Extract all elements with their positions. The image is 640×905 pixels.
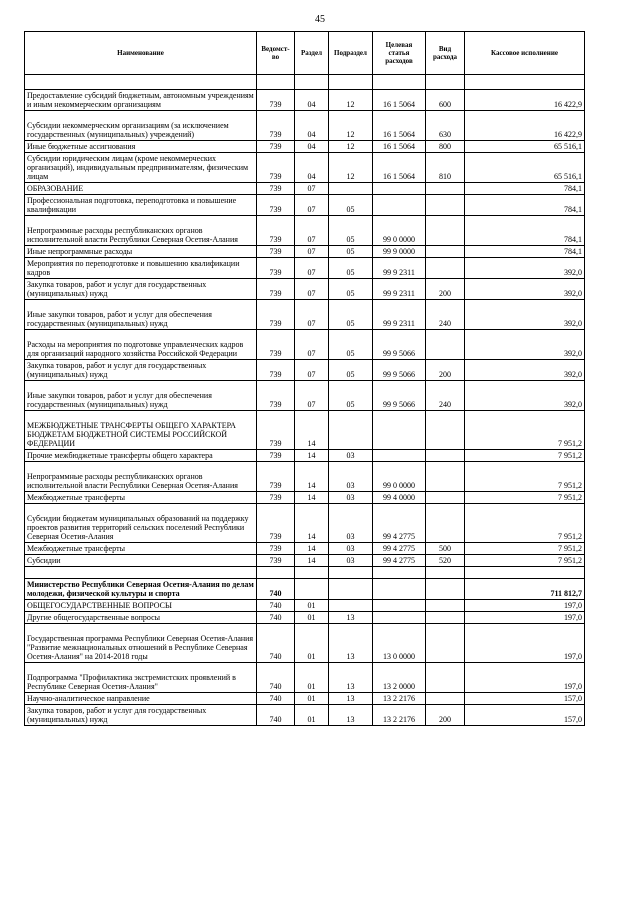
table-row bbox=[25, 381, 585, 411]
row-subsection: 05 bbox=[329, 246, 373, 258]
row-department: 740 bbox=[257, 624, 295, 663]
row-amount: 16 422,9 bbox=[465, 90, 585, 111]
row-name: Научно-аналитическое направление bbox=[25, 693, 257, 705]
table-row bbox=[25, 216, 585, 246]
row-expense-type bbox=[426, 492, 465, 504]
row-name: Иные непрограммные расходы bbox=[25, 246, 257, 258]
row-expense-type bbox=[426, 504, 465, 543]
row-target-item bbox=[373, 600, 426, 612]
table-row bbox=[25, 567, 585, 579]
table-row bbox=[25, 504, 585, 543]
row-department: 739 bbox=[257, 300, 295, 330]
gap-cell bbox=[295, 75, 329, 90]
table-row bbox=[25, 543, 585, 555]
row-name: Государственная программа Республики Северная Осетия-Алания "Развитие межнациональных отношений в Республике Северная Осетия-Алания" на 2014-2018 годы bbox=[25, 624, 257, 663]
row-target-item: 16 1 5064 bbox=[373, 111, 426, 141]
table-row bbox=[25, 195, 585, 216]
row-department: 739 bbox=[257, 543, 295, 555]
row-target-item: 99 9 5066 bbox=[373, 381, 426, 411]
row-amount: 784,1 bbox=[465, 246, 585, 258]
table-row bbox=[25, 462, 585, 492]
row-name: Закупка товаров, работ и услуг для государственных (муниципальных) нужд bbox=[25, 705, 257, 726]
row-amount: 784,1 bbox=[465, 216, 585, 246]
row-department: 739 bbox=[257, 381, 295, 411]
row-subsection: 12 bbox=[329, 111, 373, 141]
header-section: Раздел bbox=[295, 32, 329, 75]
row-department: 740 bbox=[257, 705, 295, 726]
table-row bbox=[25, 111, 585, 141]
row-target-item: 99 4 0000 bbox=[373, 492, 426, 504]
header-name: Наименование bbox=[25, 32, 257, 75]
row-target-item: 99 4 2775 bbox=[373, 504, 426, 543]
table-row bbox=[25, 360, 585, 381]
row-name: Межбюджетные трансферты bbox=[25, 492, 257, 504]
gap-cell bbox=[465, 75, 585, 90]
row-department: 739 bbox=[257, 450, 295, 462]
row-section: 04 bbox=[295, 111, 329, 141]
row-subsection: 03 bbox=[329, 555, 373, 567]
row-subsection: 13 bbox=[329, 663, 373, 693]
page-number: 45 bbox=[315, 14, 325, 25]
row-department: 740 bbox=[257, 600, 295, 612]
row-subsection: 05 bbox=[329, 330, 373, 360]
gap-cell bbox=[373, 75, 426, 90]
table-row bbox=[25, 411, 585, 450]
row-target-item bbox=[373, 195, 426, 216]
row-target-item: 13 2 2176 bbox=[373, 705, 426, 726]
row-amount: 784,1 bbox=[465, 195, 585, 216]
budget-execution-table bbox=[24, 31, 585, 726]
row-subsection: 12 bbox=[329, 153, 373, 183]
row-name: Подпрограмма "Профилактика экстремистских проявлений в Республике Северная Осетия-Алания" bbox=[25, 663, 257, 693]
row-expense-type bbox=[426, 624, 465, 663]
row-subsection bbox=[329, 600, 373, 612]
row-subsection: 13 bbox=[329, 705, 373, 726]
row-section: 07 bbox=[295, 360, 329, 381]
table-row bbox=[25, 300, 585, 330]
row-target-item: 16 1 5064 bbox=[373, 141, 426, 153]
table-row bbox=[25, 153, 585, 183]
row-subsection: 05 bbox=[329, 300, 373, 330]
row-name: Субсидии юридическим лицам (кроме некоммерческих организаций), индивидуальным предпринимателям, физическим лицам bbox=[25, 153, 257, 183]
row-department: 739 bbox=[257, 90, 295, 111]
row-amount: 711 812,7 bbox=[465, 579, 585, 600]
row-expense-type bbox=[426, 450, 465, 462]
row-amount: 7 951,2 bbox=[465, 504, 585, 543]
row-subsection: 03 bbox=[329, 450, 373, 462]
row-subsection: 03 bbox=[329, 462, 373, 492]
row-department: 739 bbox=[257, 492, 295, 504]
row-department: 739 bbox=[257, 153, 295, 183]
row-expense-type bbox=[426, 612, 465, 624]
row-section: 14 bbox=[295, 450, 329, 462]
row-department: 740 bbox=[257, 579, 295, 600]
row-department: 739 bbox=[257, 330, 295, 360]
header-department: Ведомст-во bbox=[257, 32, 295, 75]
header-cash-execution: Кассовое исполнение bbox=[465, 32, 585, 75]
row-amount: 197,0 bbox=[465, 600, 585, 612]
row-amount bbox=[465, 567, 585, 579]
row-section: 07 bbox=[295, 330, 329, 360]
row-section: 01 bbox=[295, 705, 329, 726]
row-target-item: 13 2 0000 bbox=[373, 663, 426, 693]
row-expense-type: 200 bbox=[426, 705, 465, 726]
gap-cell bbox=[329, 75, 373, 90]
header-gap-row bbox=[25, 75, 585, 90]
row-section: 07 bbox=[295, 258, 329, 279]
row-target-item: 99 9 5066 bbox=[373, 360, 426, 381]
row-amount: 392,0 bbox=[465, 330, 585, 360]
row-target-item bbox=[373, 411, 426, 450]
row-expense-type bbox=[426, 600, 465, 612]
row-name: Расходы на мероприятия по подготовке управленческих кадров для организаций народного хозяйства Российской Федерации bbox=[25, 330, 257, 360]
row-department: 739 bbox=[257, 555, 295, 567]
row-expense-type: 520 bbox=[426, 555, 465, 567]
row-expense-type bbox=[426, 567, 465, 579]
row-section: 07 bbox=[295, 381, 329, 411]
table-row bbox=[25, 330, 585, 360]
row-subsection: 05 bbox=[329, 216, 373, 246]
table-body bbox=[25, 90, 585, 726]
row-amount: 197,0 bbox=[465, 663, 585, 693]
row-section: 01 bbox=[295, 693, 329, 705]
table-row bbox=[25, 141, 585, 153]
table-row bbox=[25, 612, 585, 624]
row-expense-type: 240 bbox=[426, 381, 465, 411]
row-expense-type bbox=[426, 462, 465, 492]
row-amount: 784,1 bbox=[465, 183, 585, 195]
table-row bbox=[25, 555, 585, 567]
row-target-item bbox=[373, 579, 426, 600]
row-target-item bbox=[373, 450, 426, 462]
row-department: 739 bbox=[257, 411, 295, 450]
row-section bbox=[295, 579, 329, 600]
row-expense-type bbox=[426, 411, 465, 450]
row-section: 04 bbox=[295, 153, 329, 183]
row-name: Иные закупки товаров, работ и услуг для обеспечения государственных (муниципальных) нужд bbox=[25, 381, 257, 411]
row-section: 07 bbox=[295, 246, 329, 258]
row-section: 07 bbox=[295, 300, 329, 330]
row-section: 14 bbox=[295, 555, 329, 567]
row-subsection: 03 bbox=[329, 543, 373, 555]
gap-cell bbox=[426, 75, 465, 90]
row-target-item: 13 0 0000 bbox=[373, 624, 426, 663]
row-expense-type: 240 bbox=[426, 300, 465, 330]
row-expense-type bbox=[426, 579, 465, 600]
row-expense-type: 630 bbox=[426, 111, 465, 141]
row-subsection: 12 bbox=[329, 90, 373, 111]
row-target-item: 99 4 2775 bbox=[373, 555, 426, 567]
row-target-item: 99 9 2311 bbox=[373, 279, 426, 300]
row-name: Прочие межбюджетные трансферты общего характера bbox=[25, 450, 257, 462]
row-expense-type bbox=[426, 216, 465, 246]
table-row bbox=[25, 183, 585, 195]
row-subsection: 05 bbox=[329, 258, 373, 279]
row-amount: 157,0 bbox=[465, 705, 585, 726]
row-name: Межбюджетные трансферты bbox=[25, 543, 257, 555]
table-row bbox=[25, 279, 585, 300]
row-department bbox=[257, 567, 295, 579]
row-expense-type bbox=[426, 663, 465, 693]
row-amount: 7 951,2 bbox=[465, 462, 585, 492]
table-row bbox=[25, 579, 585, 600]
table-row bbox=[25, 90, 585, 111]
row-department: 739 bbox=[257, 279, 295, 300]
row-subsection: 03 bbox=[329, 492, 373, 504]
table-header-row bbox=[25, 32, 585, 75]
row-subsection: 05 bbox=[329, 360, 373, 381]
row-name: Иные бюджетные ассигнования bbox=[25, 141, 257, 153]
row-amount: 65 516,1 bbox=[465, 153, 585, 183]
row-amount: 7 951,2 bbox=[465, 411, 585, 450]
row-expense-type bbox=[426, 693, 465, 705]
row-amount: 65 516,1 bbox=[465, 141, 585, 153]
row-section: 01 bbox=[295, 600, 329, 612]
row-section: 07 bbox=[295, 216, 329, 246]
row-section: 14 bbox=[295, 504, 329, 543]
row-amount: 392,0 bbox=[465, 360, 585, 381]
row-subsection bbox=[329, 183, 373, 195]
row-department: 739 bbox=[257, 216, 295, 246]
row-department: 739 bbox=[257, 360, 295, 381]
table-row bbox=[25, 624, 585, 663]
table-row bbox=[25, 492, 585, 504]
row-name: Другие общегосударственные вопросы bbox=[25, 612, 257, 624]
row-name: Министерство Республики Северная Осетия-Алания по делам молодежи, физической культуры и спорта bbox=[25, 579, 257, 600]
row-amount: 7 951,2 bbox=[465, 492, 585, 504]
row-target-item: 16 1 5064 bbox=[373, 90, 426, 111]
table-row bbox=[25, 258, 585, 279]
row-expense-type bbox=[426, 183, 465, 195]
row-name: Профессиональная подготовка, переподготовка и повышение квалификации bbox=[25, 195, 257, 216]
row-expense-type: 200 bbox=[426, 279, 465, 300]
row-section: 14 bbox=[295, 411, 329, 450]
row-target-item: 99 9 2311 bbox=[373, 300, 426, 330]
row-amount: 392,0 bbox=[465, 300, 585, 330]
row-amount: 197,0 bbox=[465, 612, 585, 624]
row-department: 739 bbox=[257, 141, 295, 153]
row-amount: 7 951,2 bbox=[465, 450, 585, 462]
row-department: 739 bbox=[257, 462, 295, 492]
row-name bbox=[25, 567, 257, 579]
row-amount: 157,0 bbox=[465, 693, 585, 705]
row-subsection: 13 bbox=[329, 612, 373, 624]
row-subsection bbox=[329, 567, 373, 579]
gap-cell bbox=[25, 75, 257, 90]
row-expense-type: 200 bbox=[426, 360, 465, 381]
row-expense-type: 500 bbox=[426, 543, 465, 555]
row-target-item: 99 9 0000 bbox=[373, 246, 426, 258]
gap-cell bbox=[257, 75, 295, 90]
row-expense-type: 810 bbox=[426, 153, 465, 183]
row-subsection: 05 bbox=[329, 195, 373, 216]
row-expense-type bbox=[426, 258, 465, 279]
row-department: 739 bbox=[257, 504, 295, 543]
row-amount: 197,0 bbox=[465, 624, 585, 663]
table-row bbox=[25, 600, 585, 612]
row-department: 739 bbox=[257, 195, 295, 216]
row-name: Субсидии некоммерческим организациям (за исключением государственных (муниципальных) учреждений) bbox=[25, 111, 257, 141]
row-expense-type: 600 bbox=[426, 90, 465, 111]
row-section bbox=[295, 567, 329, 579]
row-section: 14 bbox=[295, 492, 329, 504]
row-amount: 392,0 bbox=[465, 279, 585, 300]
row-target-item bbox=[373, 612, 426, 624]
row-subsection: 05 bbox=[329, 279, 373, 300]
row-amount: 392,0 bbox=[465, 258, 585, 279]
row-expense-type bbox=[426, 330, 465, 360]
row-expense-type bbox=[426, 195, 465, 216]
row-target-item: 99 9 2311 bbox=[373, 258, 426, 279]
header-subsection: Подраздел bbox=[329, 32, 373, 75]
row-department: 739 bbox=[257, 111, 295, 141]
row-subsection: 03 bbox=[329, 504, 373, 543]
row-subsection: 13 bbox=[329, 624, 373, 663]
row-department: 739 bbox=[257, 258, 295, 279]
row-amount: 392,0 bbox=[465, 381, 585, 411]
row-name: МЕЖБЮДЖЕТНЫЕ ТРАНСФЕРТЫ ОБЩЕГО ХАРАКТЕРА БЮДЖЕТАМ БЮДЖЕТНОЙ СИСТЕМЫ РОССИЙСКОЙ ФЕДЕРАЦИИ bbox=[25, 411, 257, 450]
row-section: 01 bbox=[295, 624, 329, 663]
row-section: 07 bbox=[295, 183, 329, 195]
row-name: ОБРАЗОВАНИЕ bbox=[25, 183, 257, 195]
row-target-item: 99 0 0000 bbox=[373, 462, 426, 492]
row-name: ОБЩЕГОСУДАРСТВЕННЫЕ ВОПРОСЫ bbox=[25, 600, 257, 612]
table-row bbox=[25, 246, 585, 258]
row-subsection: 13 bbox=[329, 693, 373, 705]
row-expense-type bbox=[426, 246, 465, 258]
row-name: Субсидии bbox=[25, 555, 257, 567]
row-target-item: 99 9 5066 bbox=[373, 330, 426, 360]
row-subsection: 05 bbox=[329, 381, 373, 411]
header-expense-type: Вид расхода bbox=[426, 32, 465, 75]
row-section: 14 bbox=[295, 462, 329, 492]
row-department: 739 bbox=[257, 246, 295, 258]
row-target-item bbox=[373, 567, 426, 579]
header-target-item: Целевая статья расходов bbox=[373, 32, 426, 75]
row-name: Предоставление субсидий бюджетным, автономным учреждениям и иным некоммерческим организациям bbox=[25, 90, 257, 111]
row-section: 04 bbox=[295, 90, 329, 111]
table-row bbox=[25, 450, 585, 462]
row-subsection bbox=[329, 579, 373, 600]
row-department: 740 bbox=[257, 663, 295, 693]
row-expense-type: 800 bbox=[426, 141, 465, 153]
table-row bbox=[25, 663, 585, 693]
row-amount: 16 422,9 bbox=[465, 111, 585, 141]
row-section: 01 bbox=[295, 612, 329, 624]
row-target-item: 16 1 5064 bbox=[373, 153, 426, 183]
table-row bbox=[25, 705, 585, 726]
row-name: Иные закупки товаров, работ и услуг для обеспечения государственных (муниципальных) нужд bbox=[25, 300, 257, 330]
row-name: Непрограммные расходы республиканских органов исполнительной власти Республики Северная Осетия-Алания bbox=[25, 216, 257, 246]
row-name: Закупка товаров, работ и услуг для государственных (муниципальных) нужд bbox=[25, 360, 257, 381]
row-target-item: 13 2 2176 bbox=[373, 693, 426, 705]
table-row bbox=[25, 693, 585, 705]
row-name: Закупка товаров, работ и услуг для государственных (муниципальных) нужд bbox=[25, 279, 257, 300]
row-section: 07 bbox=[295, 195, 329, 216]
row-subsection: 12 bbox=[329, 141, 373, 153]
row-department: 740 bbox=[257, 612, 295, 624]
row-target-item: 99 4 2775 bbox=[373, 543, 426, 555]
row-name: Субсидии бюджетам муниципальных образований на поддержку проектов развития территорий сельских поселений Республики Северная Осетия-Алания bbox=[25, 504, 257, 543]
row-name: Мероприятия по переподготовке и повышению квалификации кадров bbox=[25, 258, 257, 279]
row-target-item bbox=[373, 183, 426, 195]
row-section: 07 bbox=[295, 279, 329, 300]
row-department: 740 bbox=[257, 693, 295, 705]
row-amount: 7 951,2 bbox=[465, 555, 585, 567]
row-subsection bbox=[329, 411, 373, 450]
row-amount: 7 951,2 bbox=[465, 543, 585, 555]
row-section: 04 bbox=[295, 141, 329, 153]
row-section: 14 bbox=[295, 543, 329, 555]
row-section: 01 bbox=[295, 663, 329, 693]
row-target-item: 99 0 0000 bbox=[373, 216, 426, 246]
row-name: Непрограммные расходы республиканских органов исполнительной власти Республики Северная Осетия-Алания bbox=[25, 462, 257, 492]
row-department: 739 bbox=[257, 183, 295, 195]
